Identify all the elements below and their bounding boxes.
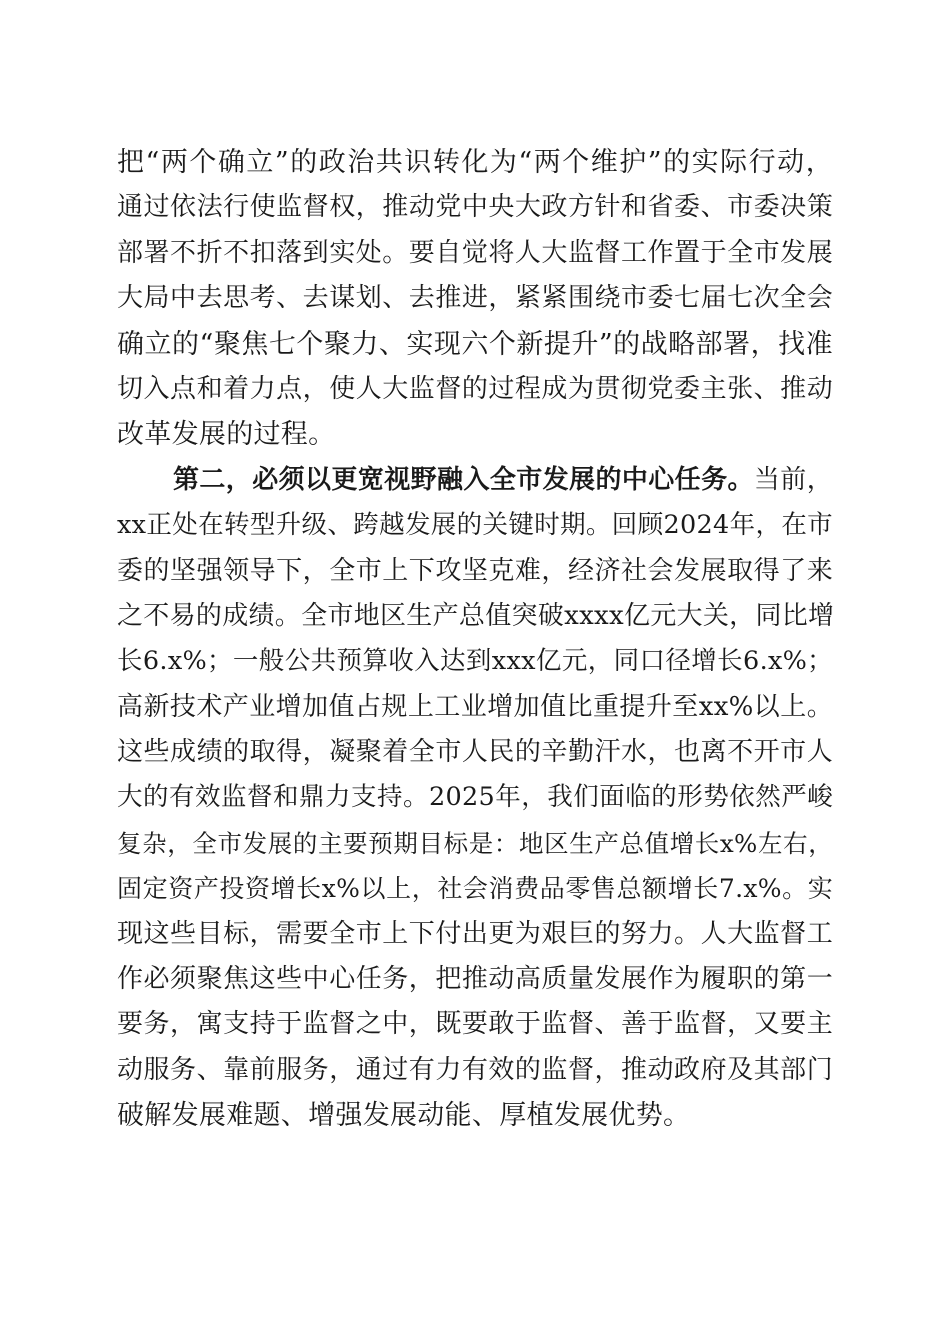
text-line: 大局中去思考、去谋划、去推进，紧紧围绕市委七届七次全会 [117,283,833,314]
text-line: 把“两个确立”的政治共识转化为“两个维护”的实际行动， [117,147,833,178]
paragraph-2 [117,458,833,1139]
text-line: 通过依法行使监督权，推动党中央大政方针和省委、市委决策 [117,192,833,223]
document-body [117,140,833,1139]
text-line: 现这些目标，需要全市上下付出更为艰巨的努力。人大监督工 [117,918,833,949]
text-line: 复杂，全市发展的主要预期目标是：地区生产总值增长x%左右， [117,828,833,858]
text-line: 高新技术产业增加值占规上工业增加值比重提升至xx%以上。 [117,691,833,722]
text-line: 改革发展的过程。 [117,419,336,451]
text-line: 之不易的成绩。全市地区生产总值突破xxxx亿元大关，同比增 [117,600,835,631]
text-line: 动服务、靠前服务，通过有力有效的监督，推动政府及其部门 [117,1054,833,1085]
text-line: 破解发展难题、增强发展动能、厚植发展优势。 [117,1100,691,1132]
section-heading: 第二，必须以更宽视野融入全市发展的中心任务。 [173,464,754,495]
paragraph-1 [117,140,833,458]
text-line: 切入点和着力点，使人大监督的过程成为贯彻党委主张、推动 [117,373,833,404]
text-line: 这些成绩的取得，凝聚着全市人民的辛勤汗水，也离不开市人 [117,737,833,768]
paragraph-first-line [117,458,833,503]
text-line: 大的有效监督和鼎力支持。2025年，我们面临的形势依然严峻 [117,782,833,813]
text-line: 要务，寓支持于监督之中，既要敢于监督、善于监督，又要主 [117,1009,833,1040]
text-run: 当前， [753,464,833,495]
text-line: 委的坚强领导下，全市上下攻坚克难，经济社会发展取得了来 [117,555,833,586]
text-line: 固定资产投资增长x%以上，社会消费品零售总额增长7.x%。实 [117,874,833,904]
text-line: 长6.x%；一般公共预算收入达到xxx亿元，同口径增长6.x%； [117,646,833,677]
text-line: 确立的“聚焦七个聚力、实现六个新提升”的战略部署，找准 [117,328,833,360]
text-line: 部署不折不扣落到实处。要自觉将人大监督工作置于全市发展 [117,237,833,268]
text-line: 作必须聚焦这些中心任务，把推动高质量发展作为履职的第一 [117,964,833,995]
text-line: xx正处在转型升级、跨越发展的关键时期。回顾2024年，在市 [117,510,833,541]
